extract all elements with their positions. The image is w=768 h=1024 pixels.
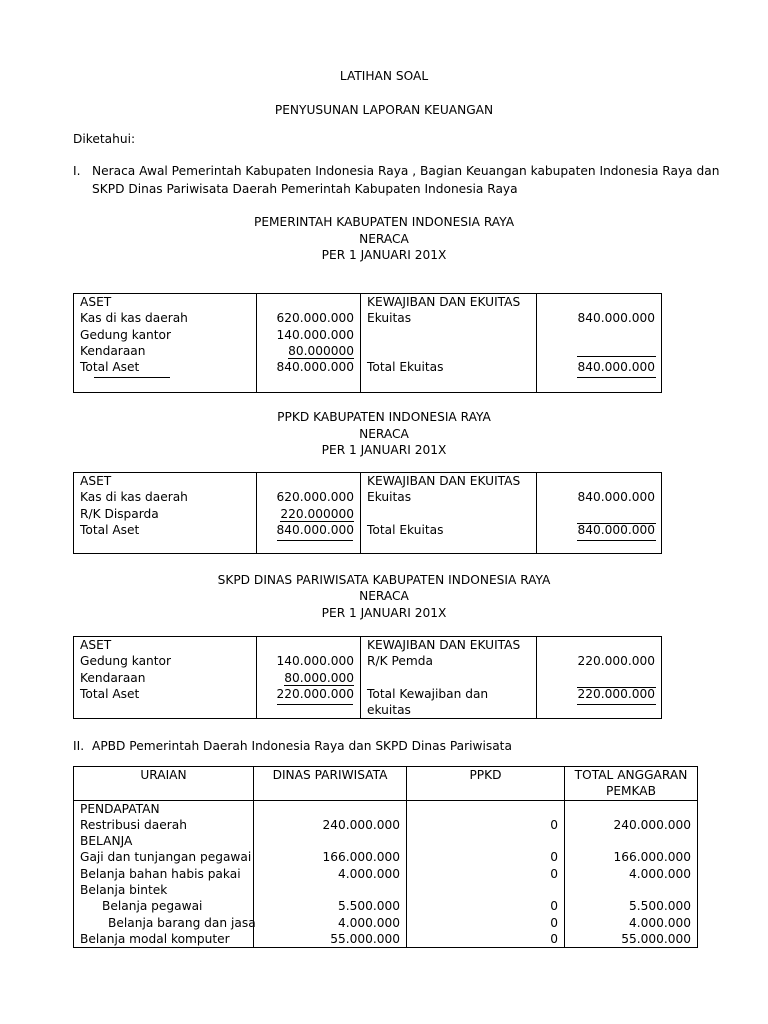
neraca1-liability-values bbox=[537, 294, 662, 393]
row-total: 166.000.000 bbox=[565, 849, 698, 865]
asset-total-value: 840.000.000 bbox=[276, 360, 354, 375]
neraca1-table bbox=[73, 293, 662, 393]
row-label: BELANJA bbox=[74, 833, 254, 849]
asset-header: ASET bbox=[80, 295, 112, 309]
underline bbox=[577, 523, 656, 524]
liability-header: KEWAJIBAN DAN EKUITAS bbox=[367, 295, 521, 309]
row-label: Belanja pegawai bbox=[74, 898, 254, 914]
neraca3-subheading: NERACA bbox=[359, 589, 409, 603]
header-uraian: URAIAN bbox=[74, 767, 254, 801]
underline bbox=[577, 356, 656, 357]
row-dinas: 5.500.000 bbox=[254, 898, 407, 914]
double-underline bbox=[577, 704, 656, 705]
row-label: PENDAPATAN bbox=[74, 800, 254, 817]
row-dinas: 55.000.000 bbox=[254, 931, 407, 948]
item1-line2: SKPD Dinas Pariwisata Daerah Pemerintah Kabupaten Indonesia Raya bbox=[92, 182, 518, 196]
neraca2-liability-values bbox=[537, 473, 662, 554]
row-total bbox=[565, 882, 698, 898]
liability-label: Ekuitas bbox=[367, 311, 412, 326]
asset-label: Kendaraan bbox=[80, 343, 146, 358]
row-total: 4.000.000 bbox=[565, 915, 698, 931]
double-underline bbox=[94, 377, 170, 378]
row-ppkd bbox=[407, 882, 565, 898]
diketahui-label: Diketahui: bbox=[73, 132, 136, 146]
row-total: 240.000.000 bbox=[565, 817, 698, 833]
asset-label: Kas di kas daerah bbox=[80, 490, 188, 505]
row-ppkd: 0 bbox=[407, 915, 565, 931]
neraca2-liability-labels bbox=[361, 473, 537, 554]
table-row bbox=[74, 882, 698, 898]
neraca3-asset-values bbox=[257, 637, 361, 719]
asset-value: 140.000.000 bbox=[276, 654, 354, 669]
item1-line1: Neraca Awal Pemerintah Kabupaten Indonesia Raya , Bagian Keuangan kabupaten Indonesia Raya dan bbox=[92, 164, 720, 178]
asset-total-value: 840.000.000 bbox=[276, 522, 354, 537]
row-ppkd: 0 bbox=[407, 931, 565, 948]
liability-value: 840.000.000 bbox=[577, 311, 655, 326]
asset-value: 220.000000 bbox=[280, 506, 354, 521]
document-title: LATIHAN SOAL bbox=[339, 69, 429, 83]
document-subtitle: PENYUSUNAN LAPORAN KEUANGAN bbox=[274, 103, 494, 117]
double-underline bbox=[577, 377, 656, 378]
underline bbox=[577, 687, 656, 688]
liability-label: Ekuitas bbox=[367, 490, 412, 505]
neraca2-table bbox=[73, 472, 662, 554]
neraca1-heading: PEMERINTAH KABUPATEN INDONESIA RAYA bbox=[253, 215, 515, 229]
table-row bbox=[74, 866, 698, 882]
liability-label: ekuitas bbox=[367, 703, 411, 718]
row-ppkd: 0 bbox=[407, 817, 565, 833]
asset-label: Gedung kantor bbox=[80, 327, 172, 342]
neraca2-asset-labels bbox=[74, 473, 257, 554]
asset-header: ASET bbox=[80, 474, 112, 488]
neraca2-heading: PPKD KABUPATEN INDONESIA RAYA bbox=[277, 410, 491, 424]
liability-header: KEWAJIBAN DAN EKUITAS bbox=[367, 638, 521, 652]
neraca3-asset-labels bbox=[74, 637, 257, 719]
liability-header: KEWAJIBAN DAN EKUITAS bbox=[367, 474, 521, 488]
row-dinas bbox=[254, 833, 407, 849]
asset-header: ASET bbox=[80, 638, 112, 652]
table-row bbox=[74, 931, 698, 948]
row-dinas: 240.000.000 bbox=[254, 817, 407, 833]
row-label: Belanja modal komputer bbox=[74, 931, 254, 948]
asset-value: 620.000.000 bbox=[276, 490, 354, 505]
row-total bbox=[565, 800, 698, 817]
asset-label: Total Aset bbox=[80, 686, 140, 701]
row-total: 55.000.000 bbox=[565, 931, 698, 948]
liability-label: Total Ekuitas bbox=[367, 522, 444, 537]
row-ppkd: 0 bbox=[407, 898, 565, 914]
liability-label: Total Ekuitas bbox=[367, 360, 444, 375]
table-row bbox=[74, 833, 698, 849]
row-total bbox=[565, 833, 698, 849]
row-dinas bbox=[254, 800, 407, 817]
neraca3-liability-labels bbox=[361, 637, 537, 719]
row-ppkd: 0 bbox=[407, 866, 565, 882]
asset-value: 620.000.000 bbox=[276, 311, 354, 326]
header-total: TOTAL ANGGARAN PEMKAB bbox=[565, 767, 698, 801]
liability-total-value: 220.000.000 bbox=[577, 686, 655, 701]
table-row bbox=[74, 817, 698, 833]
item2-number: II. bbox=[73, 739, 85, 753]
row-label: Belanja bahan habis pakai bbox=[74, 866, 254, 882]
row-ppkd bbox=[407, 800, 565, 817]
table-row bbox=[74, 849, 698, 865]
row-ppkd bbox=[407, 833, 565, 849]
liability-value: 840.000.000 bbox=[577, 490, 655, 505]
neraca1-subheading: NERACA bbox=[359, 232, 409, 246]
header-dinas: DINAS PARIWISATA bbox=[254, 767, 407, 801]
neraca3-liability-values bbox=[537, 637, 662, 719]
row-total: 4.000.000 bbox=[565, 866, 698, 882]
row-label: Gaji dan tunjangan pegawai bbox=[74, 849, 254, 865]
asset-value: 80.000000 bbox=[288, 343, 354, 358]
liability-total-value: 840.000.000 bbox=[577, 522, 655, 537]
asset-label: Kendaraan bbox=[80, 670, 146, 685]
neraca1-liability-labels bbox=[361, 294, 537, 393]
asset-label: Total Aset bbox=[80, 360, 140, 375]
neraca1-asset-values bbox=[257, 294, 361, 393]
item2-text: APBD Pemerintah Daerah Indonesia Raya dan SKPD Dinas Pariwisata bbox=[92, 739, 512, 753]
double-underline bbox=[277, 540, 353, 541]
row-label: Restribusi daerah bbox=[74, 817, 254, 833]
row-dinas: 4.000.000 bbox=[254, 915, 407, 931]
liability-label: R/K Pemda bbox=[367, 654, 433, 669]
apbd-table bbox=[73, 766, 698, 948]
neraca1-asset-labels bbox=[74, 294, 257, 393]
row-total: 5.500.000 bbox=[565, 898, 698, 914]
asset-label: Total Aset bbox=[80, 522, 140, 537]
header-ppkd: PPKD bbox=[407, 767, 565, 801]
asset-label: Gedung kantor bbox=[80, 654, 172, 669]
double-underline bbox=[577, 540, 656, 541]
table-row bbox=[74, 915, 698, 931]
row-dinas bbox=[254, 882, 407, 898]
neraca3-date: PER 1 JANUARI 201X bbox=[321, 606, 447, 620]
neraca1-date: PER 1 JANUARI 201X bbox=[321, 248, 447, 262]
row-dinas: 166.000.000 bbox=[254, 849, 407, 865]
asset-label: Kas di kas daerah bbox=[80, 311, 188, 326]
asset-value: 80.000.000 bbox=[284, 670, 354, 685]
row-ppkd: 0 bbox=[407, 849, 565, 865]
neraca2-asset-values bbox=[257, 473, 361, 554]
asset-value: 140.000.000 bbox=[276, 327, 354, 342]
neraca3-heading: SKPD DINAS PARIWISATA KABUPATEN INDONESIA RAYA bbox=[217, 573, 551, 587]
row-label: Belanja bintek bbox=[74, 882, 254, 898]
table-row bbox=[74, 898, 698, 914]
asset-label: R/K Disparda bbox=[80, 506, 159, 521]
neraca3-table bbox=[73, 636, 662, 719]
liability-value: 220.000.000 bbox=[577, 654, 655, 669]
table-row bbox=[74, 800, 698, 817]
neraca2-date: PER 1 JANUARI 201X bbox=[321, 443, 447, 457]
double-underline bbox=[277, 704, 353, 705]
liability-total-value: 840.000.000 bbox=[577, 360, 655, 375]
asset-total-value: 220.000.000 bbox=[276, 686, 354, 701]
liability-label: Total Kewajiban dan bbox=[367, 686, 489, 701]
row-label: Belanja barang dan jasa bbox=[74, 915, 254, 931]
neraca2-subheading: NERACA bbox=[359, 427, 409, 441]
item1-number: I. bbox=[73, 164, 81, 178]
row-dinas: 4.000.000 bbox=[254, 866, 407, 882]
